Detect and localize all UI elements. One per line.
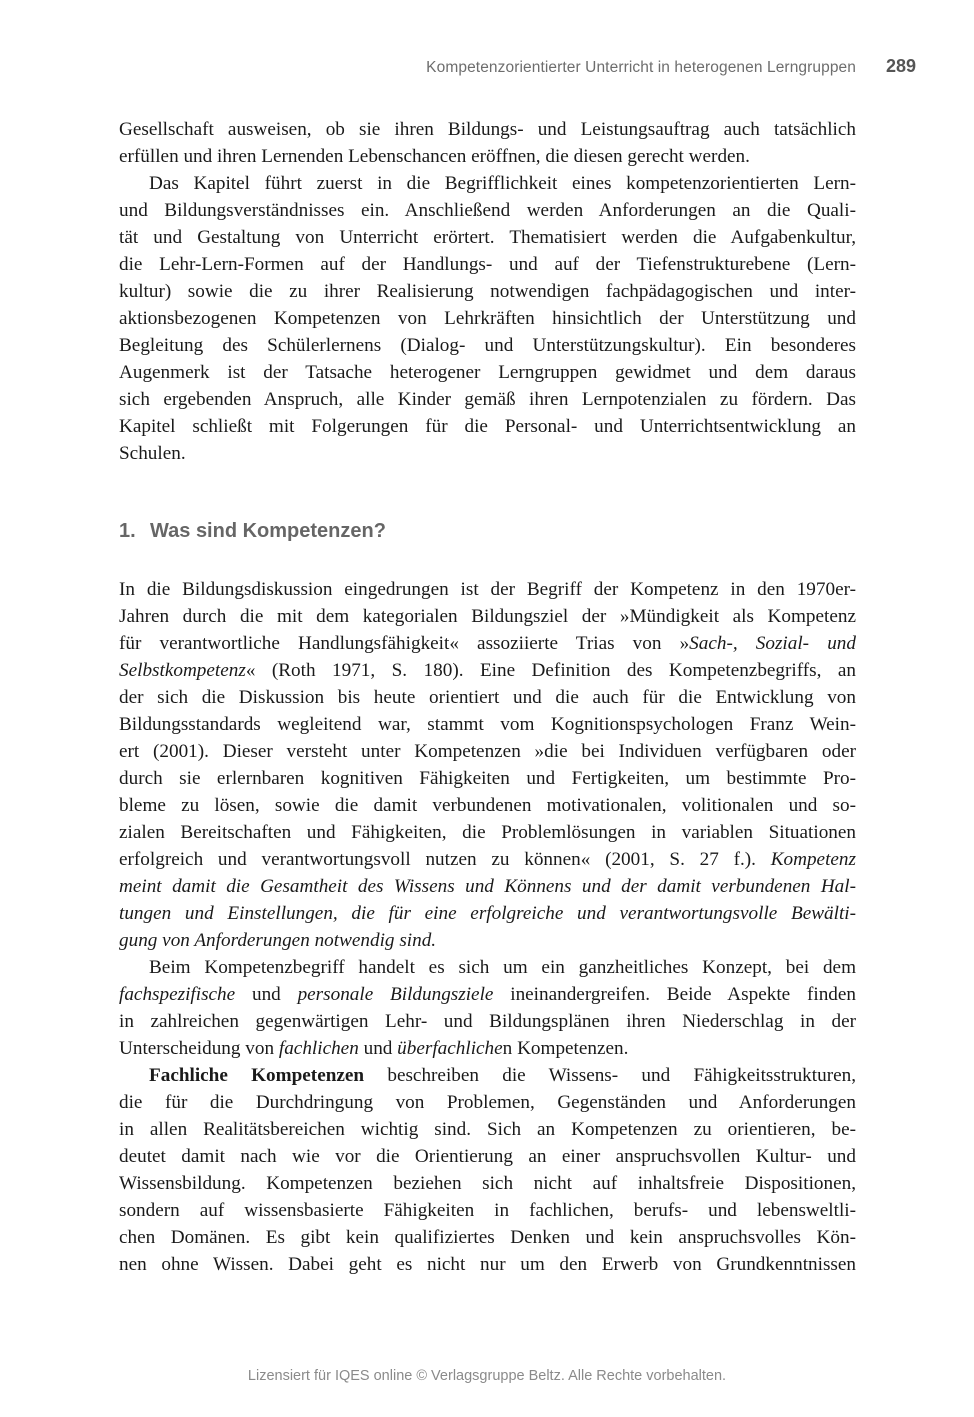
text-run: erfolgreich und verantwortungsvoll nutzen zu können« (2001, S. 27 f.). — [119, 849, 771, 870]
text-line: die Lehr-Lern-Formen auf der Handlungs- und auf der Tiefenstrukturebene (Lern- — [119, 254, 856, 275]
text-line: Bildungsstandards wegleitend war, stammt vom Kognitionspsychologen Franz Wein- — [119, 714, 856, 735]
text-line: nen ohne Wissen. Dabei geht es nicht nur um den Erwerb von Grundkenntnissen — [119, 1254, 856, 1275]
text-line: tät und Gestaltung von Unterricht erörtert. Thematisiert werden die Aufgabenkultur, — [119, 227, 856, 248]
text-run: für verantwortliche Handlungsfähigkeit« assoziierte Trias von » — [119, 633, 690, 654]
text-line: in allen Realitätsbereichen wichtig sind. Sich an Kompetenzen zu orientieren, be- — [119, 1119, 856, 1140]
text-line: Gesellschaft ausweisen, ob sie ihren Bildungs- und Leistungsauftrag auch tatsächlich — [119, 119, 856, 140]
text-line: deutet damit nach wie vor die Orientierung an einer anspruchsvollen Kultur- und — [119, 1146, 856, 1167]
running-header — [0, 56, 974, 80]
text-run: Unterscheidung von — [119, 1038, 279, 1059]
text-run: ineinandergreifen. Beide Aspekte finden — [493, 984, 856, 1005]
intro-paragraphs — [119, 116, 856, 467]
section-title: Was sind Kompetenzen? — [150, 520, 386, 542]
text-line: bleme zu lösen, sowie die damit verbundenen motivationalen, volitionalen und so- — [119, 795, 856, 816]
italic-run: personale Bildungsziele — [297, 984, 494, 1005]
text-line — [119, 873, 856, 900]
text-line: Begleitung des Schülerlernens (Dialog- und Unterstützungskultur). Ein besonderes — [119, 335, 856, 356]
italic-run: tungen und Einstellungen, die für eine erfolgreiche und verantwortungsvolle Bewälti- — [119, 903, 856, 924]
text-line: In die Bildungsdiskussion eingedrungen ist der Begriff der Kompetenz in den 1970er- — [119, 579, 856, 600]
italic-run: Sach-, Sozial- und — [689, 633, 856, 654]
text-line — [119, 927, 856, 954]
section-heading — [119, 520, 386, 543]
italic-run: fachspezifische — [119, 984, 236, 1005]
text-line: chen Domänen. Es gibt kein qualifiziertes Denken und kein anspruchsvolles Kön- — [119, 1227, 856, 1248]
text-run: « (Roth 1971, S. 180). Eine Definition des Kompetenzbegriffs, an — [245, 660, 856, 681]
text-line — [119, 1062, 856, 1089]
text-run: n Kompetenzen. — [502, 1038, 629, 1059]
text-line: durch sie erlernbaren kognitiven Fähigkeiten und Fertigkeiten, um bestimmte Pro- — [119, 768, 856, 789]
text-line: kultur) sowie die zu ihrer Realisierung notwendigen fachpädagogischen und inter- — [119, 281, 856, 302]
text-line: der sich die Diskussion bis heute orientiert und die auch für die Entwicklung von — [119, 687, 856, 708]
text-line — [119, 1035, 856, 1062]
italic-run: Selbstkompetenz — [119, 660, 246, 681]
bold-term: Fachliche Kompetenzen — [149, 1065, 365, 1086]
italic-run: Kompetenz — [770, 849, 856, 870]
text-line: Schulen. — [119, 443, 186, 464]
italic-run: überfachliche — [397, 1038, 503, 1059]
text-line: Jahren durch die mit dem kategorialen Bildungsziel der »Mündigkeit als Kompetenz — [119, 606, 856, 627]
text-line: ert (2001). Dieser versteht unter Kompetenzen »die bei Individuen verfügbaren oder — [119, 741, 856, 762]
text-line: sich ergebenden Anspruch, alle Kinder gemäß ihren Lernpotenzialen zu fördern. Das — [119, 389, 856, 410]
text-line — [119, 657, 856, 684]
text-line: Beim Kompetenzbegriff handelt es sich um ein ganzheitliches Konzept, bei dem — [149, 957, 856, 978]
page-number: 289 — [885, 56, 916, 76]
text-line: aktionsbezogenen Kompetenzen von Lehrkräften hinsichtlich der Unterstützung und — [119, 308, 856, 329]
text-line — [119, 900, 856, 927]
text-line: in zahlreichen gegenwärtigen Lehr- und Bildungsplänen ihren Niederschlag in der — [119, 1011, 856, 1032]
section-number: 1. — [119, 520, 136, 542]
text-line: sondern auf wissensbasierte Fähigkeiten in fachlichen, berufs- und lebensweltli- — [119, 1200, 856, 1221]
text-line: Wissensbildung. Kompetenzen beziehen sich nicht auf inhaltsfreie Dispositionen, — [119, 1173, 856, 1194]
text-run: und — [235, 984, 298, 1005]
italic-run: meint damit die Gesamtheit des Wissens und Könnens und der damit verbundenen Hal- — [119, 876, 856, 897]
running-title: Kompetenzorientierter Unterricht in heterogenen Lerngruppen — [426, 59, 856, 76]
text-line — [119, 846, 856, 873]
text-run: und — [358, 1038, 398, 1059]
text-line: und Bildungsverständnisses ein. Anschließend werden Anforderungen an die Quali- — [119, 200, 856, 221]
text-line: zialen Bereitschaften und Fähigkeiten, die Problemlösungen in variablen Situationen — [119, 822, 856, 843]
text-line: Augenmerk ist der Tatsache heterogener Lerngruppen gewidmet und dem daraus — [119, 362, 856, 383]
italic-run: fachlichen — [278, 1038, 359, 1059]
text-run: beschreiben die Wissens- und Fähigkeitsstrukturen, — [364, 1065, 856, 1086]
italic-run: gung von Anforderungen notwendig sind. — [119, 930, 437, 951]
text-line: Das Kapitel führt zuerst in die Begrifflichkeit eines kompetenzorientierten Lern- — [149, 173, 856, 194]
text-line — [119, 630, 856, 657]
license-footer: Lizensiert für IQES online © Verlagsgruppe Beltz. Alle Rechte vorbehalten. — [247, 1368, 727, 1384]
text-line — [119, 981, 856, 1008]
text-line: erfüllen und ihren Lernenden Lebenschancen eröffnen, die diesen gerecht werden. — [119, 146, 750, 167]
text-line: die für die Durchdringung von Problemen, Gegenständen und Anforderungen — [119, 1092, 856, 1113]
section-body — [119, 576, 856, 1278]
text-line: Kapitel schließt mit Folgerungen für die Personal- und Unterrichtsentwicklung an — [119, 416, 856, 437]
